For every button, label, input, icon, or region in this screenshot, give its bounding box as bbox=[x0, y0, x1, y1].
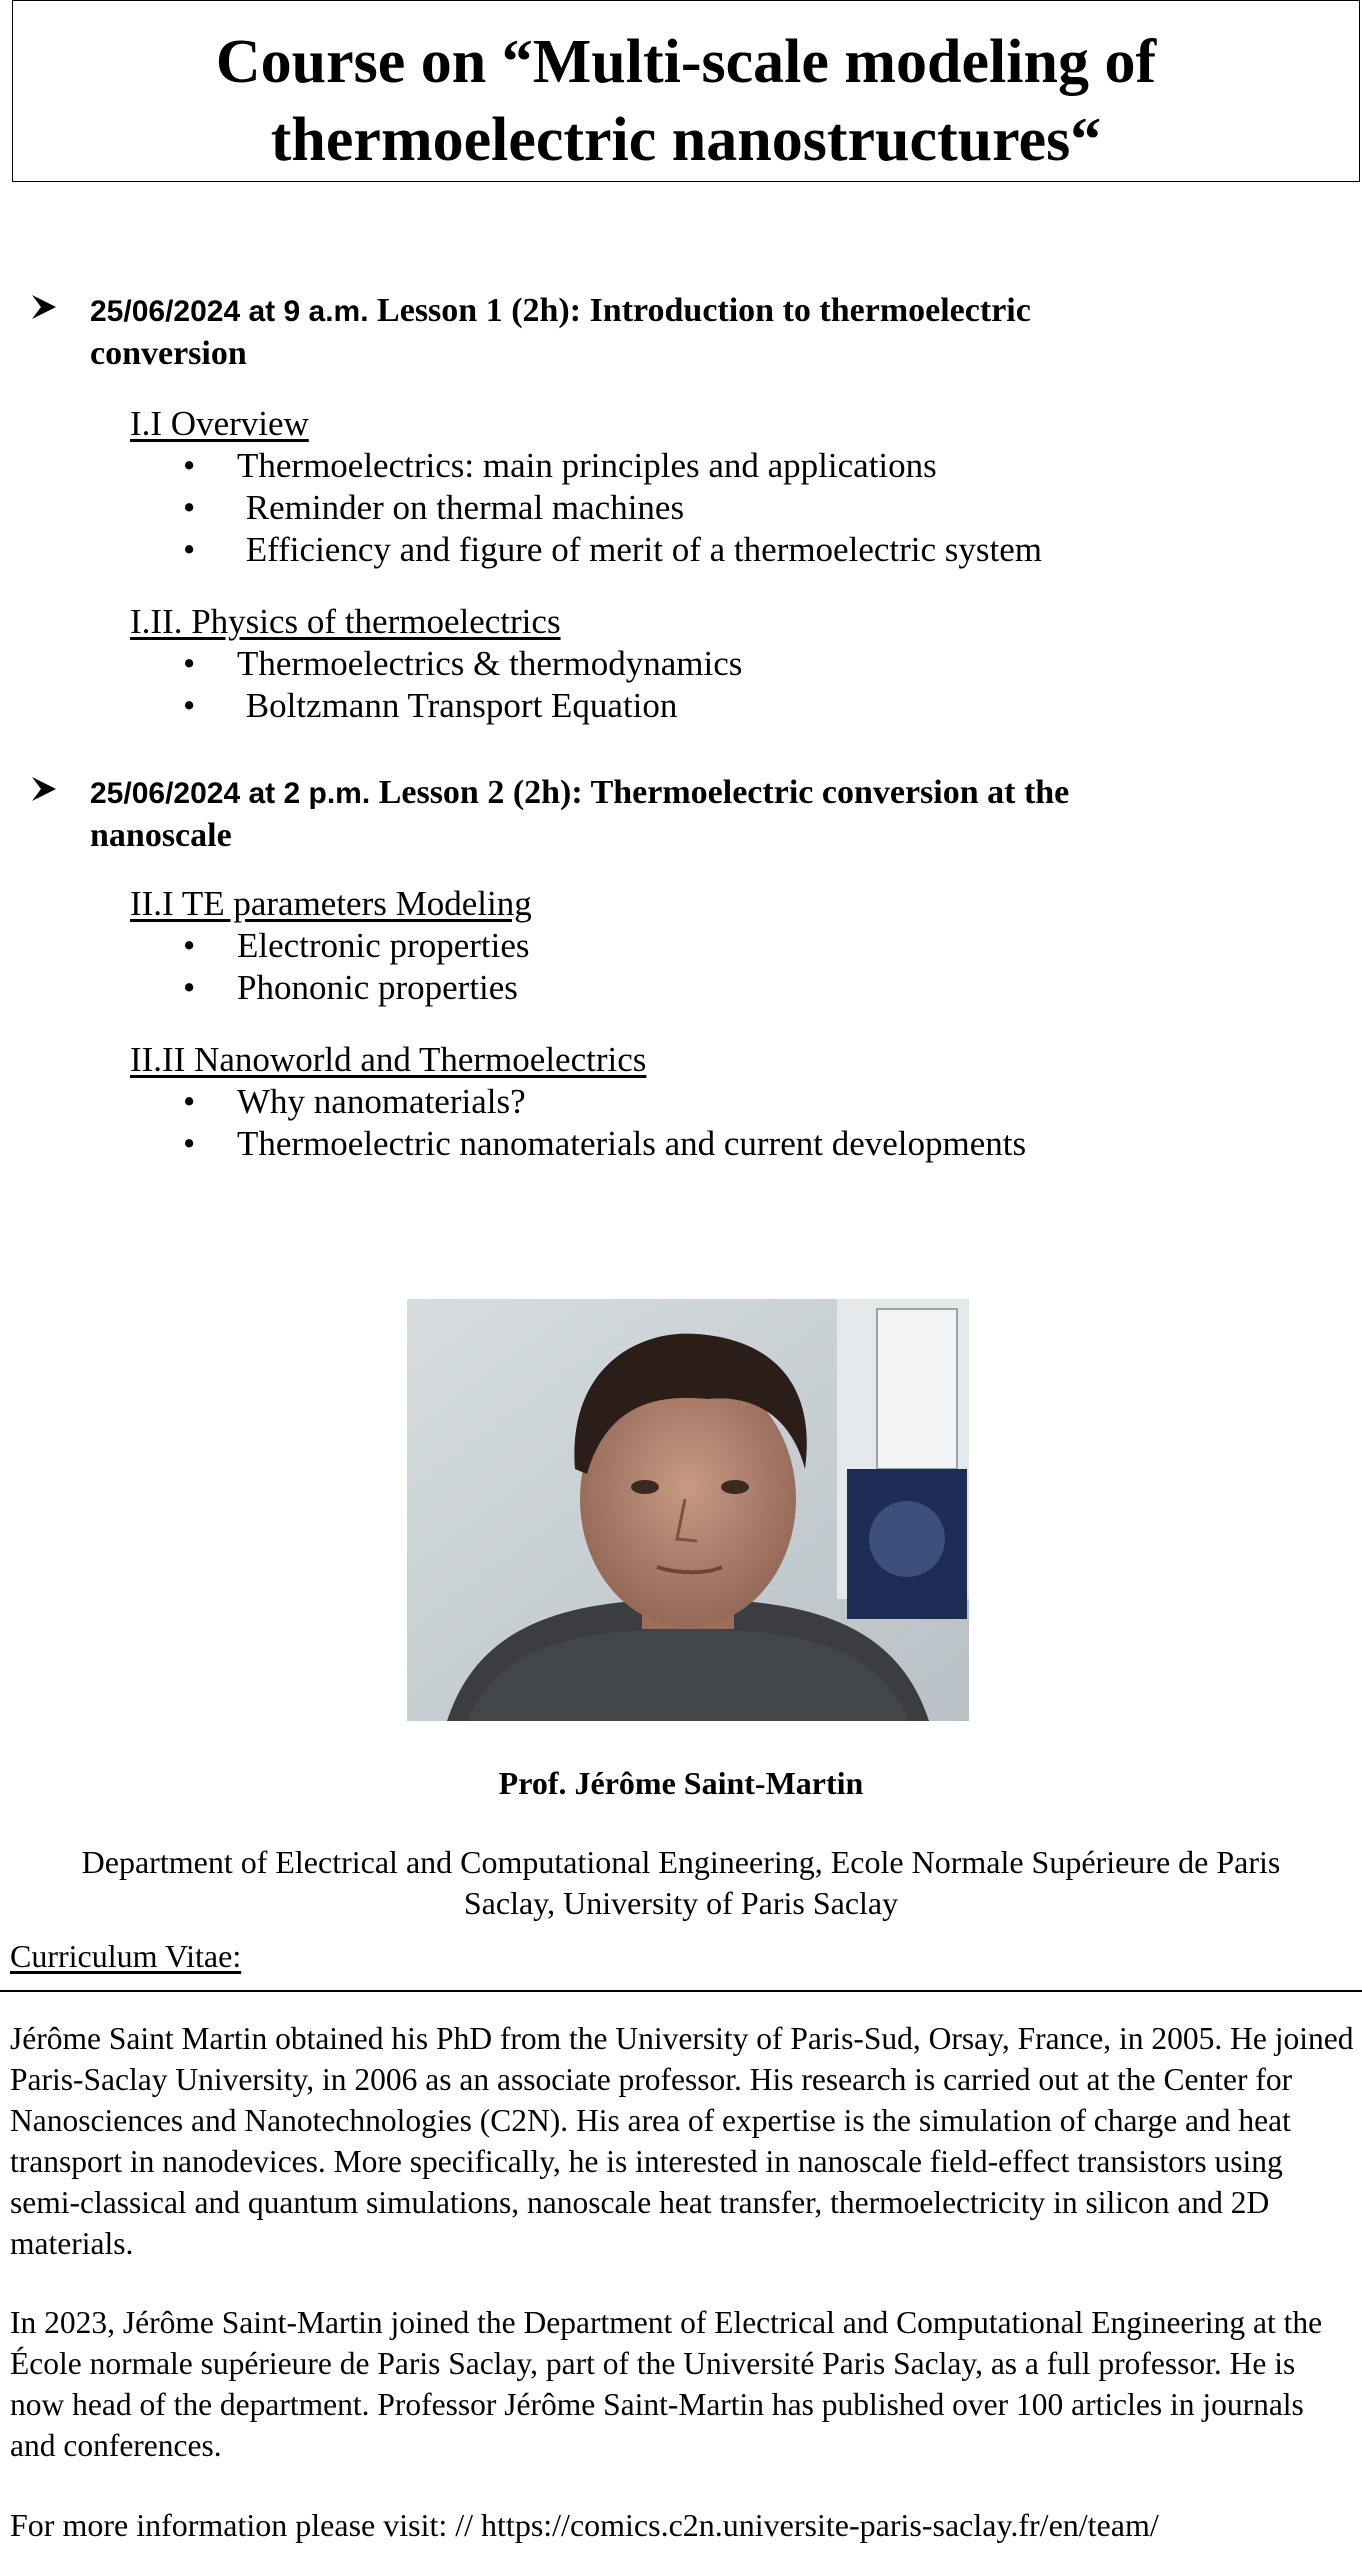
section-te-parameters bbox=[130, 883, 1310, 1009]
cv-paragraph-2: In 2023, Jérôme Saint-Martin joined the Department of Electrical and Computational Engineering at the École normale supérieure de Paris Saclay, part of the Université Paris Saclay, as a full professor. He is now head of the department. Professor Jérôme Saint-Martin has published over 100 articles in journals and conferences. bbox=[10, 2305, 1323, 2463]
bullet-icon: • bbox=[183, 1124, 196, 1163]
section-heading: I.I Overview bbox=[130, 404, 309, 443]
list-item: • Boltzmann Transport Equation bbox=[183, 686, 678, 725]
speaker-portrait-image bbox=[407, 1299, 969, 1721]
bullet-icon: • bbox=[183, 488, 196, 527]
section-heading: I.II. Physics of thermoelectrics bbox=[130, 602, 561, 641]
lesson-2-date: 25/06/2024 at 2 p.m. bbox=[90, 777, 371, 810]
bullet-icon: • bbox=[183, 644, 196, 683]
cv-paragraph-1: Jérôme Saint Martin obtained his PhD from the University of Paris-Sud, Orsay, France, in 2005. He joined Paris-Saclay University, in 2006 as an associate professor. His research is carried out at the Center for Nanosciences and Nanotechnologies (C2N). His area of expertise is the simulation of charge and heat transport in nanodevices. More specifically, he is interested in nanoscale field-effect transistors using semi-classical and quantum simulations, nanoscale heat transfer, thermoelectricity in silicon and 2D materials. bbox=[10, 2021, 1354, 2261]
lesson-1-title-cont: conversion bbox=[90, 335, 247, 372]
course-title-line-2: thermoelectric nanostructures“ bbox=[270, 106, 1102, 174]
list-item: • Thermoelectrics: main principles and applications bbox=[183, 446, 937, 485]
section-physics bbox=[130, 601, 1310, 727]
list-item: • Thermoelectric nanomaterials and current developments bbox=[183, 1124, 1027, 1163]
section-heading: II.II Nanoworld and Thermoelectrics bbox=[130, 1040, 647, 1079]
cv-heading: Curriculum Vitae: bbox=[10, 1938, 242, 1974]
lesson-1-date: 25/06/2024 at 9 a.m. bbox=[90, 295, 369, 328]
section-nanoworld bbox=[130, 1039, 1310, 1165]
course-title-box bbox=[12, 0, 1360, 182]
list-item: • Thermoelectrics & thermodynamics bbox=[183, 644, 743, 683]
list-item: • Electronic properties bbox=[183, 926, 530, 965]
list-item: • Efficiency and figure of merit of a thermoelectric system bbox=[183, 530, 1042, 569]
lesson-2-title: Lesson 2 (2h): Thermoelectric conversion at the bbox=[378, 774, 1070, 811]
lesson-2-header bbox=[30, 772, 1330, 857]
speaker-photo bbox=[407, 1299, 969, 1721]
lesson-2-title-cont: nanoscale bbox=[90, 817, 232, 854]
arrow-bullet-icon bbox=[30, 774, 58, 804]
bullet-icon: • bbox=[183, 1082, 196, 1121]
list-item: • Reminder on thermal machines bbox=[183, 488, 685, 527]
bullet-icon: • bbox=[183, 968, 196, 1007]
bullet-icon: • bbox=[183, 446, 196, 485]
section-overview bbox=[130, 403, 1310, 571]
bullet-icon: • bbox=[183, 530, 196, 569]
speaker-affiliation bbox=[20, 1842, 1342, 1924]
list-item: • Why nanomaterials? bbox=[183, 1082, 526, 1121]
speaker-name: Prof. Jérôme Saint-Martin bbox=[498, 1765, 864, 1801]
affiliation-line-1: Department of Electrical and Computational Engineering, Ecole Normale Supérieure de Paris bbox=[81, 1844, 1281, 1880]
course-title-line-1: Course on “Multi-scale modeling of bbox=[215, 28, 1157, 96]
lesson-1-header bbox=[30, 290, 1330, 375]
arrow-bullet-icon bbox=[30, 292, 58, 322]
section-heading: II.I TE parameters Modeling bbox=[130, 884, 532, 923]
bullet-icon: • bbox=[183, 926, 196, 965]
bullet-icon: • bbox=[183, 686, 196, 725]
more-info-link[interactable]: For more information please visit: // https://comics.c2n.universite-paris-saclay.fr/en/team/ bbox=[10, 2507, 1159, 2543]
affiliation-line-2: Saclay, University of Paris Saclay bbox=[463, 1885, 899, 1921]
divider bbox=[0, 1990, 1362, 1992]
list-item: • Phononic properties bbox=[183, 968, 518, 1007]
lesson-1-title: Lesson 1 (2h): Introduction to thermoelectric bbox=[377, 292, 1031, 329]
